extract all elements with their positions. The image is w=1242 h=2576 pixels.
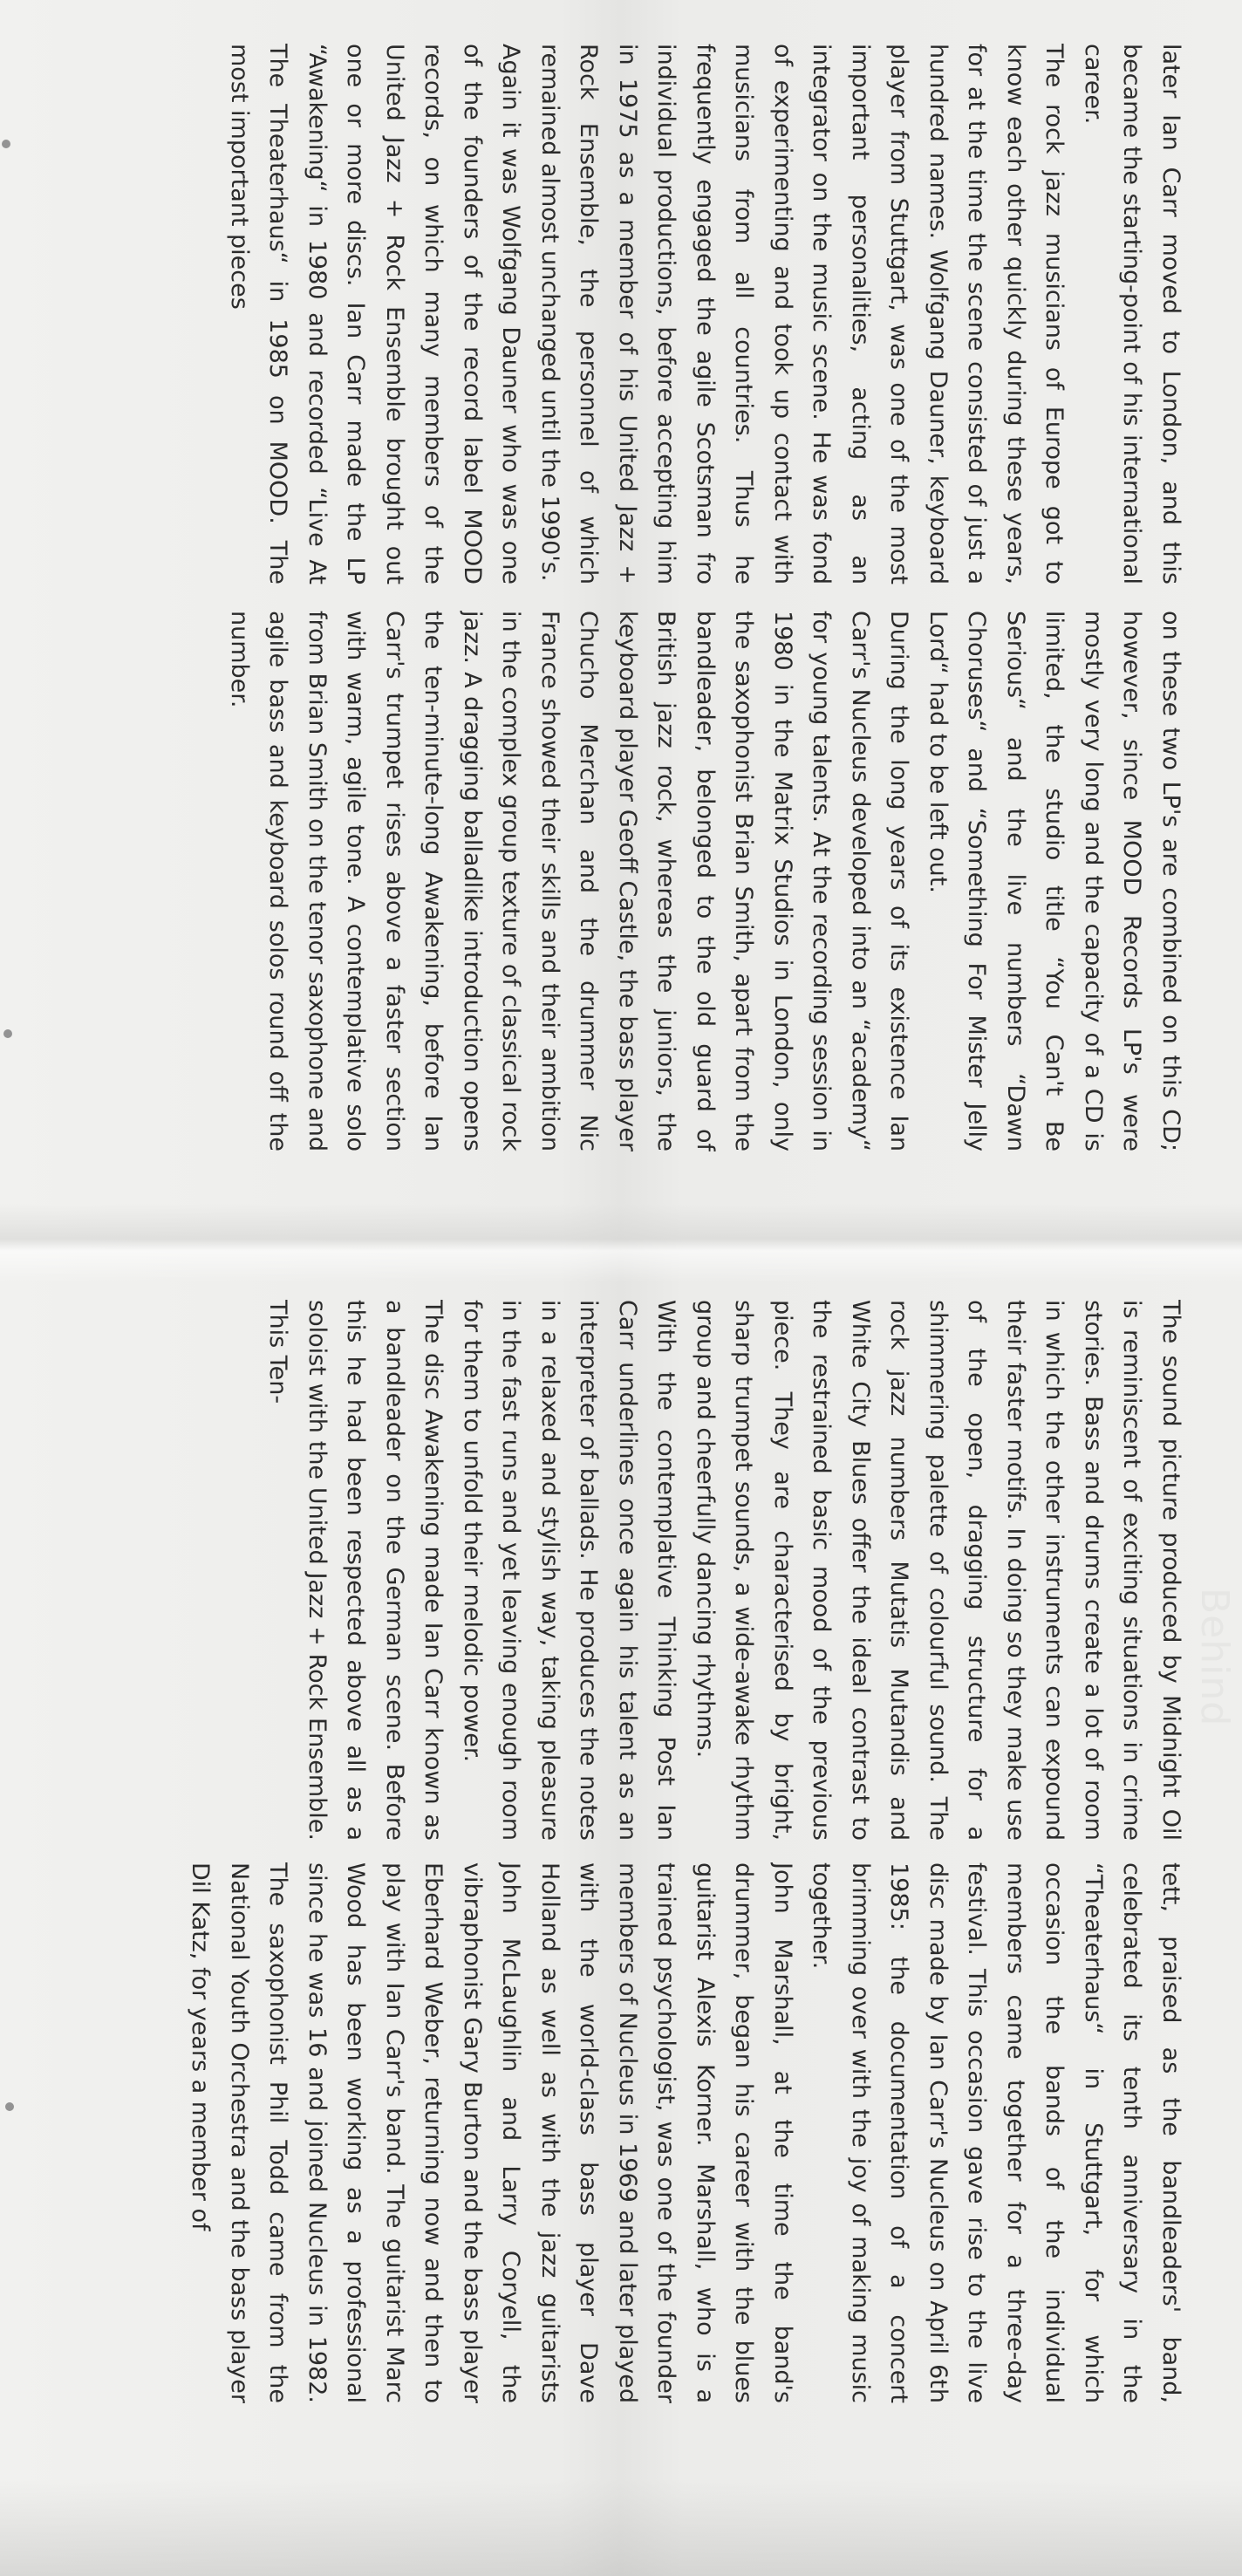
text-column-left-1 bbox=[73, 44, 1190, 584]
paragraph: During the long years of its existence Ian Carr's Nucleus developed into an “academy“ for young talents. At the recording session in 1980 in the Matrix Studios in London, only the saxophonist Brian Smith, apart from the bandleader, belonged to the old guard of British jazz rock, whereas the juniors, the keyboard player Geoff Castle, the bass player Chucho Merchan and the drummer Nic France showed their skills and their ambition in the complex group texture of classical rock jazz. A dragging balladlike introduction opens the ten-minute-long Awakening, before Ian Carr's trumpet rises above a faster section with warm, agile tone. A contemplative solo from Brian Smith on the tenor saxophone and agile bass and keyboard solos round off the number. bbox=[226, 611, 913, 1151]
paragraph: Again it was Wolfgang Dauner who was one of the founders of the record label MOOD records, on which many members of the United Jazz + Rock Ensemble brought out one or more discs. Ian Carr made the LP “Awakening“ in 1980 and recorded “Live At The Theaterhaus“ in 1985 on MOOD. The most important pieces bbox=[226, 44, 525, 584]
paragraph: tett, praised as the bandleaders' band, celebrated its tenth anniversary in the “Theaterhaus“ in Stuttgart, for which occasion the bands of the individual members came together for a three-day festival. This occasion gave rise to the live disc made by Ian Carr's Nucleus on April 6th 1985: the documentation of a concert brimming over with the joy of making music together. bbox=[808, 1862, 1184, 2403]
paragraph: With the contemplative Thinking Post Ian Carr underlines once again his talent as an interpreter of ballads. He produces the notes in a relaxed and stylish way, taking pleasure in the fast runs and yet leaving enough room for them to unfold their melodic power. bbox=[459, 1300, 680, 1841]
text-column-left-2 bbox=[73, 611, 1190, 1151]
paragraph: later Ian Carr moved to London, and this became the starting-point of his international career. bbox=[1080, 44, 1184, 584]
paragraph: John Marshall, at the time the band's drummer, began his career with the blues guitarist Alexis Korner. Marshall, who is a trained psychologist, was one of the founder members of Nucleus in 1969 and later played with the world-class bass player Dave Holland as well as with the jazz guitarists John McLaughlin and Larry Coryell, the vibraphonist Gary Burton and the bass player Eberhard Weber, returning now and then to play with Ian Carr's band. The guitarist Marc Wood has been working as a professional since he was 16 and joined Nucleus in 1982. The saxophonist Phil Todd came from the National Youth Orchestra and the bass player Dil Katz, for years a member of bbox=[187, 1862, 796, 2403]
paragraph: The rock jazz musicians of Europe got to know each other quickly during these years, for at the time the scene consisted of just a hundred names. Wolfgang Dauner, keyboard player from Stuttgart, was one of the most important personalities, acting as an integrator on the music scene. He was fond of experimenting and took up contact with musicians from all countries. Thus he frequently engaged the agile Scotsman fro individual productions, before accepting him in 1975 as a member of his United Jazz + Rock Ensemble, the personnel of which remained almost unchanged until the 1990's. bbox=[536, 44, 1068, 584]
paragraph: The disc Awakening made Ian Carr known as a bandleader on the German scene. Before this he had been respected above all as a soloist with the United Jazz + Rock Ensemble. This Ten- bbox=[264, 1300, 447, 1841]
paragraph: on these two LP's are combined on this CD; however, since MOOD Records LP's were mostly very long and the capacity of a CD is limited, the studio title “You Can't Be Serious“ and the live numbers “Dawn Choruses“ and “Something For Mister Jelly Lord“ had to be left out. bbox=[925, 611, 1184, 1151]
paragraph: The sound picture produced by Midnight Oil is reminiscent of exciting situations in crime stories. Bass and drums create a lot of room in which the other instruments can expound their faster motifs. In doing so they make use of the open, dragging structure for a shimmering palette of colourful sound. The rock jazz numbers Mutatis Mutandis and White City Blues offer the ideal contrast to the restrained basic mood of the previous piece. They are characterised by bright, sharp trumpet sounds, a wide-awake rhythm group and cheerfully dancing rhythms. bbox=[692, 1300, 1184, 1841]
faint-heading: Behind bbox=[1192, 1588, 1237, 1727]
text-column-right-1 bbox=[73, 1300, 1190, 1841]
text-column-right-2 bbox=[73, 1862, 1190, 2403]
